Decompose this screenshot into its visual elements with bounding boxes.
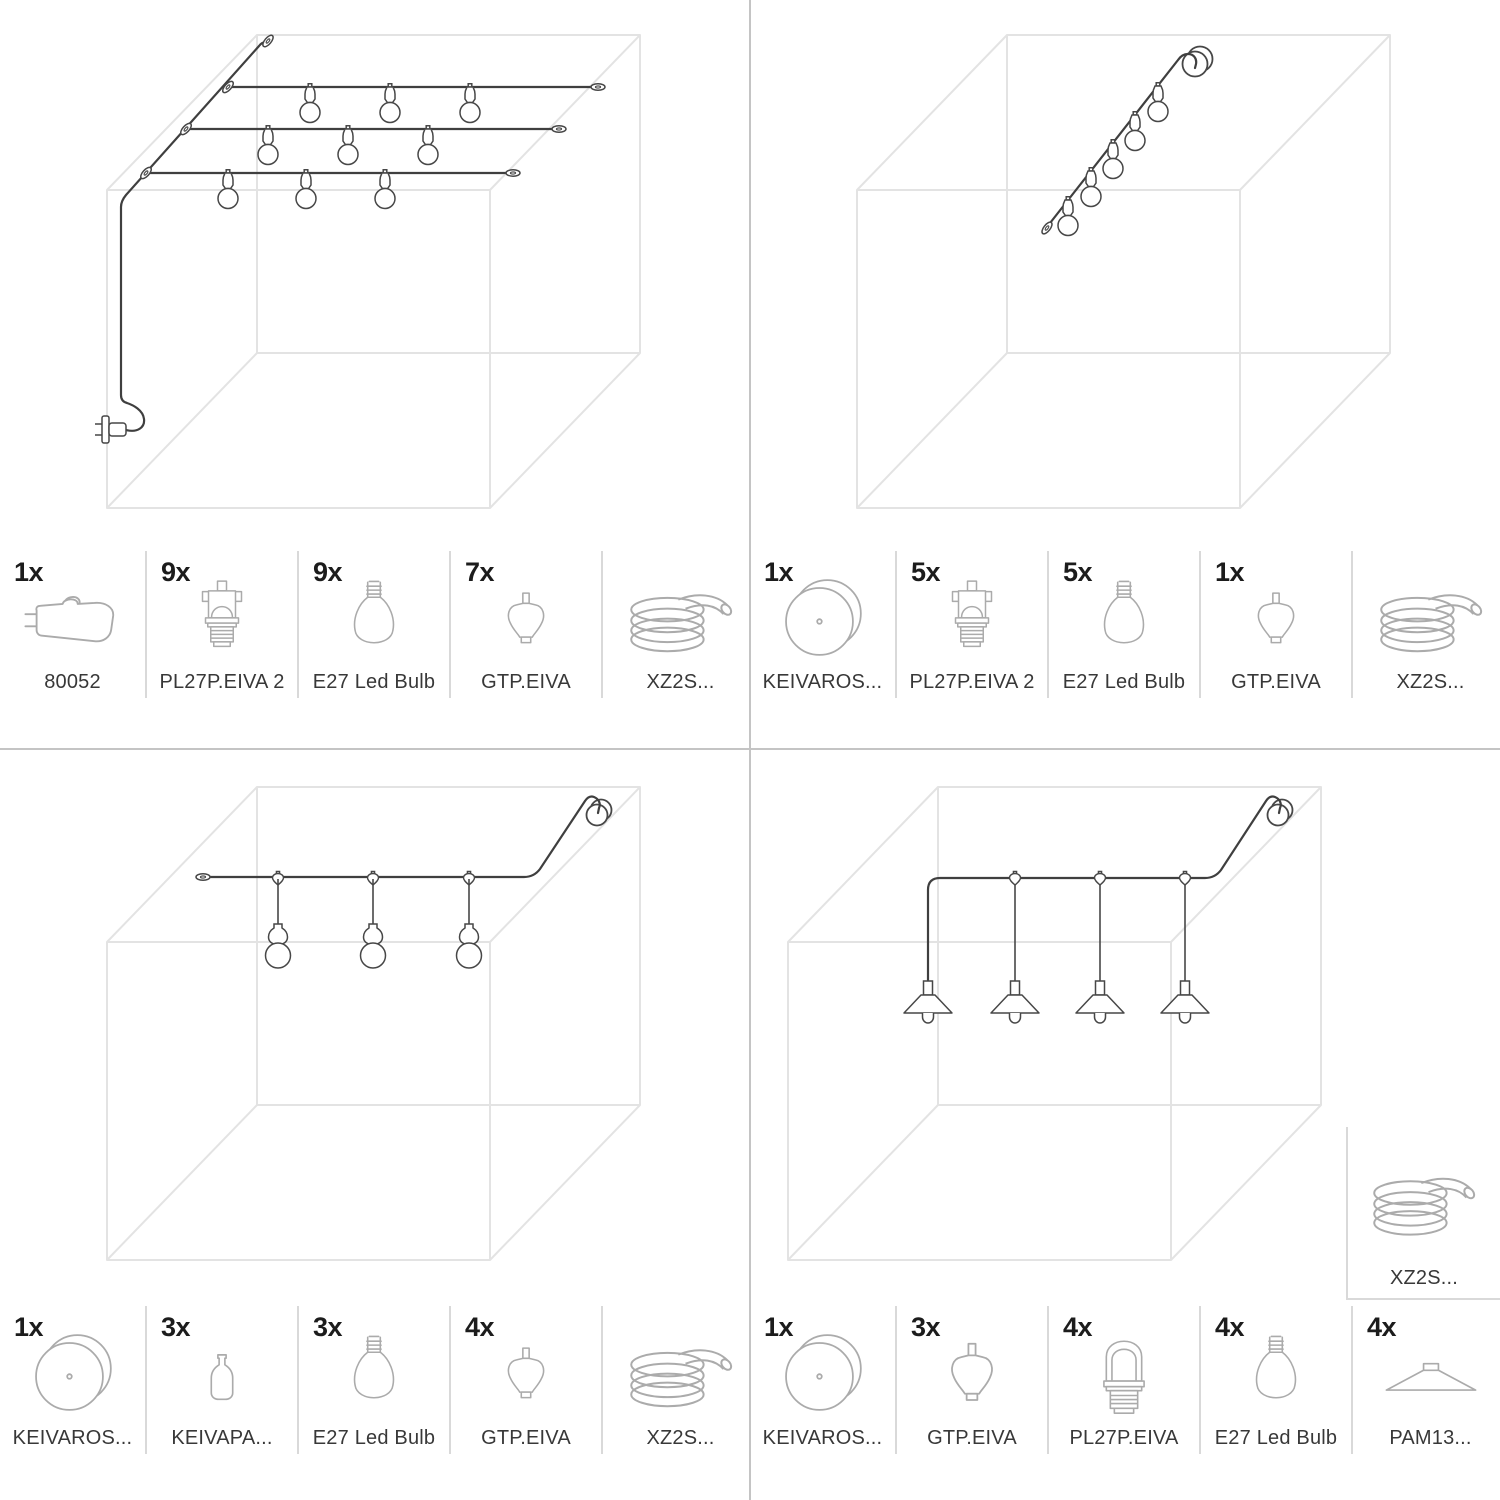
part-qty: 1x — [14, 1312, 44, 1342]
ceiling-rose-icon — [29, 1331, 117, 1419]
kit-4-extra-part-cell — [1346, 1127, 1500, 1300]
part-qty: 3x — [911, 1312, 941, 1342]
part-qty: 7x — [465, 557, 495, 587]
part-code: E27 Led Bulb — [312, 671, 436, 693]
lamp-holder-icon — [942, 579, 1002, 660]
part-cell — [895, 1306, 1047, 1454]
part-qty: 1x — [14, 557, 44, 587]
part-qty: 4x — [1215, 1312, 1245, 1342]
cable-grip-icon — [1254, 591, 1298, 651]
cube-wireframe — [788, 787, 1321, 1260]
part-cell — [145, 551, 297, 698]
led-bulb-icon — [348, 1334, 400, 1416]
part-cell — [750, 551, 895, 698]
part-code: 80052 — [44, 671, 101, 693]
part-cell — [1047, 1306, 1199, 1454]
kit-3-parts-row — [0, 1306, 758, 1454]
part-cell — [601, 1306, 758, 1454]
part-code: KEIVAROS... — [762, 1427, 883, 1449]
part-qty: 3x — [313, 1312, 343, 1342]
part-cell — [750, 1306, 895, 1454]
part-cell — [297, 551, 449, 698]
cable-coil-icon — [622, 582, 740, 658]
cable-coil-icon — [622, 1337, 740, 1413]
part-qty: 4x — [1367, 1312, 1397, 1342]
ceiling-rose — [587, 805, 608, 826]
part-code: PL27P.EIVA 2 — [909, 671, 1035, 693]
part-cell — [895, 551, 1047, 698]
part-cell — [0, 551, 145, 698]
part-qty: 4x — [465, 1312, 495, 1342]
pendant-cable — [928, 797, 1281, 982]
part-code: E27 Led Bulb — [1062, 671, 1186, 693]
led-bulb-icon — [1098, 579, 1150, 661]
cube-wireframe — [107, 787, 640, 1260]
ceiling-rose — [1268, 805, 1289, 826]
part-code: XZ2S... — [1396, 671, 1465, 693]
cube-wireframe — [857, 35, 1390, 508]
part-qty: 9x — [161, 557, 191, 587]
part-code: XZ2S... — [646, 1427, 715, 1449]
cube-wireframe — [107, 35, 640, 508]
part-code: XZ2S... — [1389, 1267, 1459, 1289]
diagram-pendant-shades — [788, 787, 1321, 1260]
part-cell — [449, 551, 601, 698]
part-qty: 1x — [1215, 557, 1245, 587]
plug-icon — [21, 593, 125, 649]
part-code: E27 Led Bulb — [312, 1427, 436, 1449]
kit-1-parts-row — [0, 551, 758, 698]
pendant-cable — [203, 797, 600, 878]
part-cell — [145, 1306, 297, 1454]
cable-coil-icon — [1372, 582, 1490, 658]
part-code: GTP.EIVA — [1231, 671, 1321, 693]
part-code: PAM13... — [1389, 1427, 1472, 1449]
part-qty: 3x — [161, 1312, 191, 1342]
string-lights — [121, 42, 591, 430]
dome-holder-icon — [1095, 1330, 1153, 1420]
part-code: XZ2S... — [646, 671, 715, 693]
part-cell — [1351, 551, 1500, 698]
part-code: GTP.EIVA — [481, 1427, 571, 1449]
part-qty: 4x — [1063, 1312, 1093, 1342]
part-code: KEIVAROS... — [12, 1427, 133, 1449]
cable-grip-icon — [947, 1342, 997, 1410]
part-code: KEIVAPA... — [171, 1427, 273, 1449]
pendant-holder-icon — [208, 1353, 236, 1401]
part-cell — [1199, 1306, 1351, 1454]
kit-2-parts-row — [750, 551, 1500, 698]
wall-plug — [95, 416, 126, 443]
part-cell — [1047, 551, 1199, 698]
part-cell — [297, 1306, 449, 1454]
ceiling-rose-icon — [779, 1331, 867, 1419]
cable-grip-icon — [504, 591, 548, 651]
part-code: PL27P.EIVA — [1069, 1427, 1179, 1449]
part-qty: 5x — [1063, 557, 1093, 587]
part-code: GTP.EIVA — [481, 671, 571, 693]
kit-4-parts-row — [750, 1306, 1500, 1454]
part-cell — [0, 1306, 145, 1454]
led-bulb-icon — [1250, 1334, 1302, 1416]
part-code: GTP.EIVA — [927, 1427, 1017, 1449]
part-qty: 1x — [764, 557, 794, 587]
cable-coil-icon — [1365, 1165, 1483, 1241]
part-cell — [1351, 1306, 1500, 1454]
part-code: KEIVAROS... — [762, 671, 883, 693]
lamp-holder-icon — [192, 579, 252, 660]
part-qty: 1x — [764, 1312, 794, 1342]
lampshade-icon — [1381, 1359, 1481, 1397]
part-qty: 9x — [313, 557, 343, 587]
diagram-pendant-bulbs — [107, 787, 640, 1260]
diagram-single-string — [857, 35, 1390, 508]
ceiling-rose-icon — [779, 575, 867, 663]
part-cell — [1199, 551, 1351, 698]
part-cell — [601, 551, 758, 698]
part-cell — [449, 1306, 601, 1454]
cable-grip-icon — [504, 1346, 548, 1406]
diagram-string-grid — [95, 34, 640, 508]
part-code: E27 Led Bulb — [1214, 1427, 1338, 1449]
part-qty: 5x — [911, 557, 941, 587]
led-bulb-icon — [348, 579, 400, 661]
part-code: PL27P.EIVA 2 — [159, 671, 285, 693]
